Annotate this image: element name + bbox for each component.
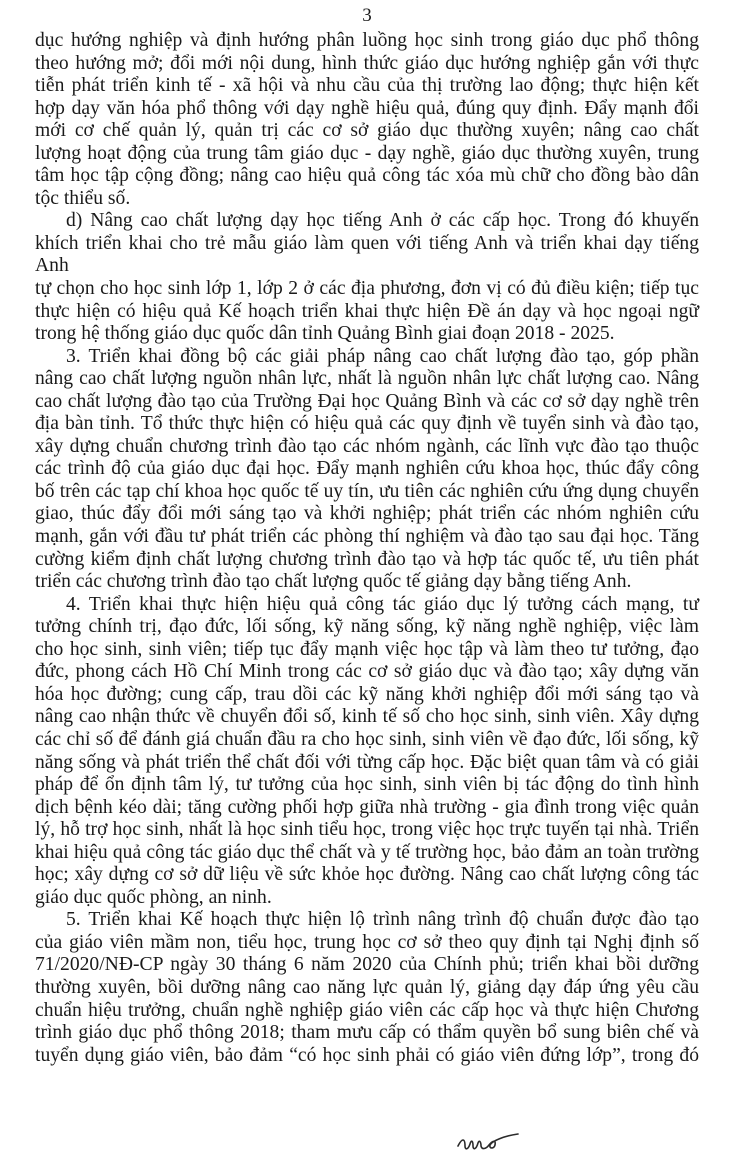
text-line: chuẩn hiệu trưởng, chuẩn nghề nghiệp giáo viên các cấp học và thực hiện Chương — [35, 999, 699, 1021]
text-line: dịch bệnh kéo dài; tăng cường phối hợp giữa nhà trường - gia đình trong việc quản — [35, 796, 699, 818]
text-line: trình giáo dục phổ thông 2018; tham mưu cấp có thẩm quyền bổ sung biên chế và — [35, 1022, 699, 1044]
text-line: trong hệ thống giáo dục quốc dân tỉnh Quảng Bình giai đoạn 2018 - 2025. — [35, 323, 615, 345]
text-line: thường xuyên, bồi dưỡng nâng cao năng lực quản lý, giảng dạy đáp ứng yêu cầu — [35, 976, 699, 998]
text-line: xây dựng chuẩn chương trình đào tạo các nhóm ngành, các lĩnh vực đào tạo thuộc — [35, 435, 699, 457]
text-line: cường kiểm định chất lượng chương trình đào tạo và hợp tác quốc tế, ưu tiên phát — [35, 548, 699, 570]
text-line: tưởng chính trị, đạo đức, lối sống, kỹ năng sống, kỹ năng nghề nghiệp, việc làm — [35, 616, 699, 638]
text-line: giáo dục quốc phòng, an ninh. — [35, 886, 272, 908]
page-number: 3 — [362, 5, 372, 26]
text-line: học; xây dựng cơ sở dữ liệu về sức khỏe học đường. Nâng cao chất lượng công tác — [35, 864, 699, 886]
text-line: hóa học đường; cung cấp, trau dồi các kỹ năng khởi nghiệp đổi mới sáng tạo và — [35, 683, 699, 705]
text-line: pháp để ổn định tâm lý, tư tưởng của học sinh, sinh viên bị tác động do tình hình — [35, 774, 699, 796]
initials-signature — [456, 1128, 526, 1158]
text-line: của giáo viên mầm non, tiểu học, trung học cơ sở theo quy định tại Nghị định số — [35, 931, 699, 953]
text-line: tuyển dụng giáo viên, bảo đảm “có học sinh phải có giáo viên đứng lớp”, trong đó — [35, 1044, 699, 1066]
paragraph-5 — [35, 909, 699, 1067]
text-line: mạnh, gắn với đầu tư phát triển các phòng thí nghiệm và đào tạo sau đại học. Tăng — [35, 526, 699, 548]
text-line: d) Nâng cao chất lượng dạy học tiếng Anh ở các cấp học. Trong đó khuyến — [66, 210, 699, 232]
text-line: theo hướng mở; đổi mới nội dung, hình thức giáo dục hướng nghiệp gắn với thực — [35, 52, 699, 74]
text-line: bố trên các tạp chí khoa học quốc tế uy tín, ưu tiên các nghiên cứu ứng dụng chuyển — [35, 480, 699, 502]
text-line: hợp dạy văn hóa phổ thông với dạy nghề hiệu quả, đúng quy định. Đẩy mạnh đổi — [35, 97, 699, 119]
text-line: 71/2020/NĐ-CP ngày 30 tháng 6 năm 2020 của Chính phủ; triển khai bồi dưỡng — [35, 954, 699, 976]
text-line: 4. Triển khai thực hiện hiệu quả công tác giáo dục lý tưởng cách mạng, tư — [66, 593, 699, 615]
document-body — [35, 30, 699, 1067]
text-line: nâng cao nhận thức về chuyển đổi số, kinh tế số cho học sinh, sinh viên. Xây dựng — [35, 706, 699, 728]
text-line: các trình độ của giáo dục đại học. Đẩy mạnh nghiên cứu khoa học, thúc đẩy công — [35, 458, 699, 480]
text-line: khai hiệu quả công tác giáo dục thể chất và y tế trường học, bảo đảm an toàn trường — [35, 841, 699, 863]
text-line: tiễn phát triển kinh tế - xã hội và nhu cầu của thị trường lao động; thực hiện kết — [35, 75, 699, 97]
text-line: tự chọn cho học sinh lớp 1, lớp 2 ở các địa phương, đơn vị có đủ điều kiện; tiếp tục — [35, 278, 699, 300]
text-line: dục hướng nghiệp và định hướng phân luồng học sinh trong giáo dục phổ thông — [35, 30, 699, 51]
text-line: đức, phong cách Hồ Chí Minh trong các cơ sở giáo dục và đào tạo; xây dựng văn — [35, 661, 699, 683]
paragraph-4 — [35, 594, 699, 910]
text-line: lý, hỗ trợ học sinh, nhất là học sinh tiểu học, trong việc học trực tuyến tại nhà. Triển — [35, 819, 699, 841]
text-line: cao chất lượng đào tạo của Trường Đại học Quảng Bình và các cơ sở dạy nghề trên — [35, 390, 699, 412]
text-line: năng sống và phát triển thể chất đối với từng cấp học. Đặc biệt quan tâm và có giải — [35, 751, 699, 773]
paragraph-continued — [35, 30, 699, 210]
text-line: giao, thúc đẩy đổi mới sáng tạo và khởi nghiệp; phát triển các nhóm nghiên cứu — [35, 503, 699, 525]
text-line: địa bàn tỉnh. Tổ thức thực hiện có hiệu quả các quy định về tuyển sinh và đào tạo, — [35, 413, 699, 435]
text-line: thực hiện có hiệu quả Kế hoạch triển khai thực hiện Đề án dạy và học ngoại ngữ — [35, 300, 699, 322]
text-line: 5. Triển khai Kế hoạch thực hiện lộ trình nâng trình độ chuẩn được đào tạo — [66, 909, 699, 931]
text-line: các chỉ số để đánh giá chuẩn đầu ra cho học sinh, sinh viên về đạo đức, lối sống, kỹ — [35, 728, 699, 750]
text-line: nâng cao chất lượng nguồn nhân lực, nhất là nguồn nhân lực chất lượng cao. Nâng — [35, 368, 699, 390]
text-line: 3. Triển khai đồng bộ các giải pháp nâng cao chất lượng đào tạo, góp phần — [66, 345, 699, 367]
text-line: tâm học tập cộng đồng; nâng cao hiệu quả công tác xóa mù chữ cho đồng bào dân — [35, 165, 699, 187]
text-line: cho học sinh, sinh viên; tiếp tục đẩy mạnh việc học tập và làm theo tư tưởng, đạo — [35, 638, 699, 660]
paragraph-d — [35, 210, 699, 345]
paragraph-3 — [35, 346, 699, 594]
text-line: lượng hoạt động của trung tâm giáo dục - dạy nghề, giáo dục thường xuyên, trung — [35, 142, 699, 164]
text-line: khích triển khai cho trẻ mẫu giáo làm quen với tiếng Anh và triển khai dạy tiếng Anh — [35, 232, 699, 277]
text-line: tộc thiểu số. — [35, 187, 131, 209]
text-line: triển các chương trình đào tạo chất lượng quốc tế giảng dạy bằng tiếng Anh. — [35, 571, 632, 593]
text-line: mới cơ chế quản lý, quản trị các cơ sở giáo dục thường xuyên; nâng cao chất — [35, 120, 699, 142]
